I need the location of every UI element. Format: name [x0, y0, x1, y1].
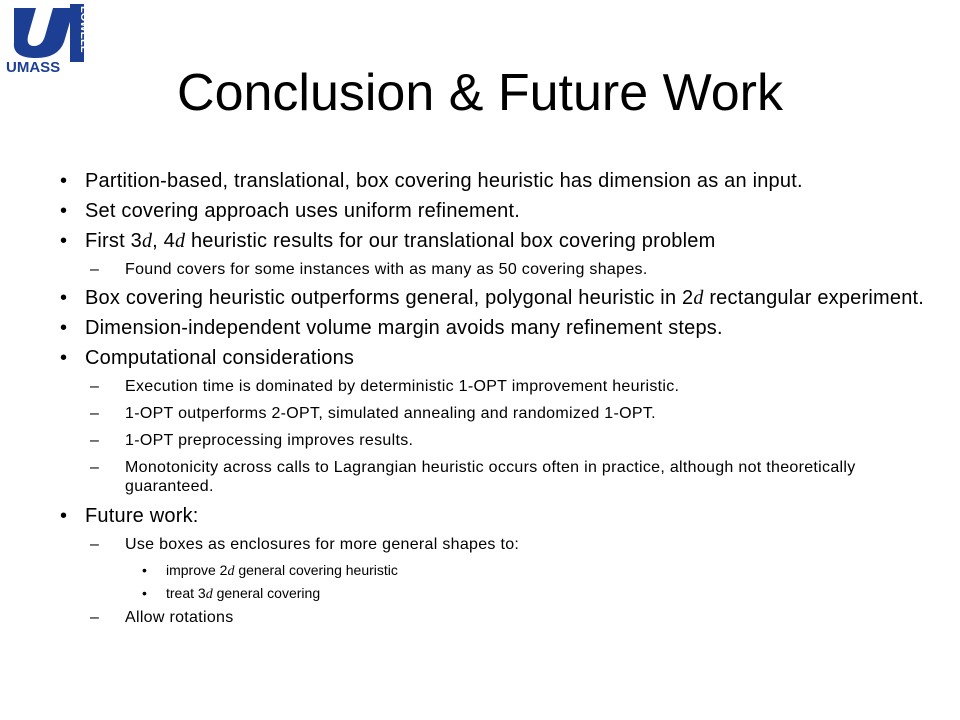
bullet-text: Partition-based, translational, box covering heuristic has dimension as an input.	[85, 170, 803, 192]
dash-icon: –	[90, 261, 100, 278]
bullet-item-1	[60, 170, 940, 193]
bullet-text: Future work:	[85, 505, 199, 527]
sub-text: 1-OPT preprocessing improves results.	[125, 432, 414, 449]
bullet-item-6	[60, 347, 940, 370]
sub-item-6-1	[60, 377, 940, 396]
bullet-icon: •	[142, 562, 147, 578]
sub-text: Monotonicity across calls to Lagrangian heuristic occurs often in practice, although not theoretically guaranteed.	[125, 459, 856, 495]
bullet-item-4	[60, 287, 940, 310]
logo-side-text: LOWELL	[78, 6, 90, 53]
sub-text: 1-OPT outperforms 2-OPT, simulated annealing and randomized 1-OPT.	[125, 405, 656, 422]
bullet-item-5	[60, 317, 940, 340]
bullet-icon: •	[142, 585, 147, 601]
sub-item-6-4	[60, 458, 940, 496]
bullet-icon: •	[60, 347, 68, 369]
sub-item-6-3	[60, 431, 940, 450]
bullet-item-7	[60, 505, 940, 528]
sub-sub-text: treat 3d general covering	[166, 585, 321, 602]
bullet-text: Set covering approach uses uniform refinement.	[85, 200, 520, 222]
dash-icon: –	[90, 378, 100, 395]
bullet-item-2	[60, 200, 940, 223]
slide-title: Conclusion & Future Work	[177, 64, 783, 122]
bullet-icon: •	[60, 200, 68, 222]
sub-item-6-2	[60, 404, 940, 423]
bullet-text: Computational considerations	[85, 347, 355, 369]
logo-bottom-text: UMASS	[6, 59, 61, 76]
slide-body	[60, 170, 940, 635]
bullet-text: First 3d, 4d heuristic results for our translational box covering problem	[85, 230, 716, 252]
dash-icon: –	[90, 459, 100, 476]
dash-icon: –	[90, 609, 100, 626]
sub-item-7-1	[60, 535, 940, 554]
bullet-icon: •	[60, 170, 68, 192]
bullet-icon: •	[60, 317, 68, 339]
bullet-item-3	[60, 230, 940, 253]
sub-sub-text: improve 2d general covering heuristic	[166, 562, 398, 579]
bullet-icon: •	[60, 230, 68, 252]
dash-icon: –	[90, 432, 100, 449]
bullet-text: Box covering heuristic outperforms general, polygonal heuristic in 2d rectangular experiment.	[85, 287, 925, 309]
sub-item-7-2	[60, 608, 940, 627]
sub-text: Found covers for some instances with as many as 50 covering shapes.	[125, 261, 648, 278]
dash-icon: –	[90, 536, 100, 553]
bullet-text: Dimension-independent volume margin avoids many refinement steps.	[85, 317, 723, 339]
sub-text: Allow rotations	[125, 609, 234, 626]
sub-text: Execution time is dominated by deterministic 1-OPT improvement heuristic.	[125, 378, 680, 395]
dash-icon: –	[90, 405, 100, 422]
sub-sub-item-7-1-1	[60, 562, 940, 580]
sub-sub-item-7-1-2	[60, 585, 940, 603]
bullet-icon: •	[60, 287, 68, 309]
sub-item-3-1	[60, 260, 940, 279]
sub-text: Use boxes as enclosures for more general shapes to:	[125, 536, 520, 553]
bullet-icon: •	[60, 505, 68, 527]
